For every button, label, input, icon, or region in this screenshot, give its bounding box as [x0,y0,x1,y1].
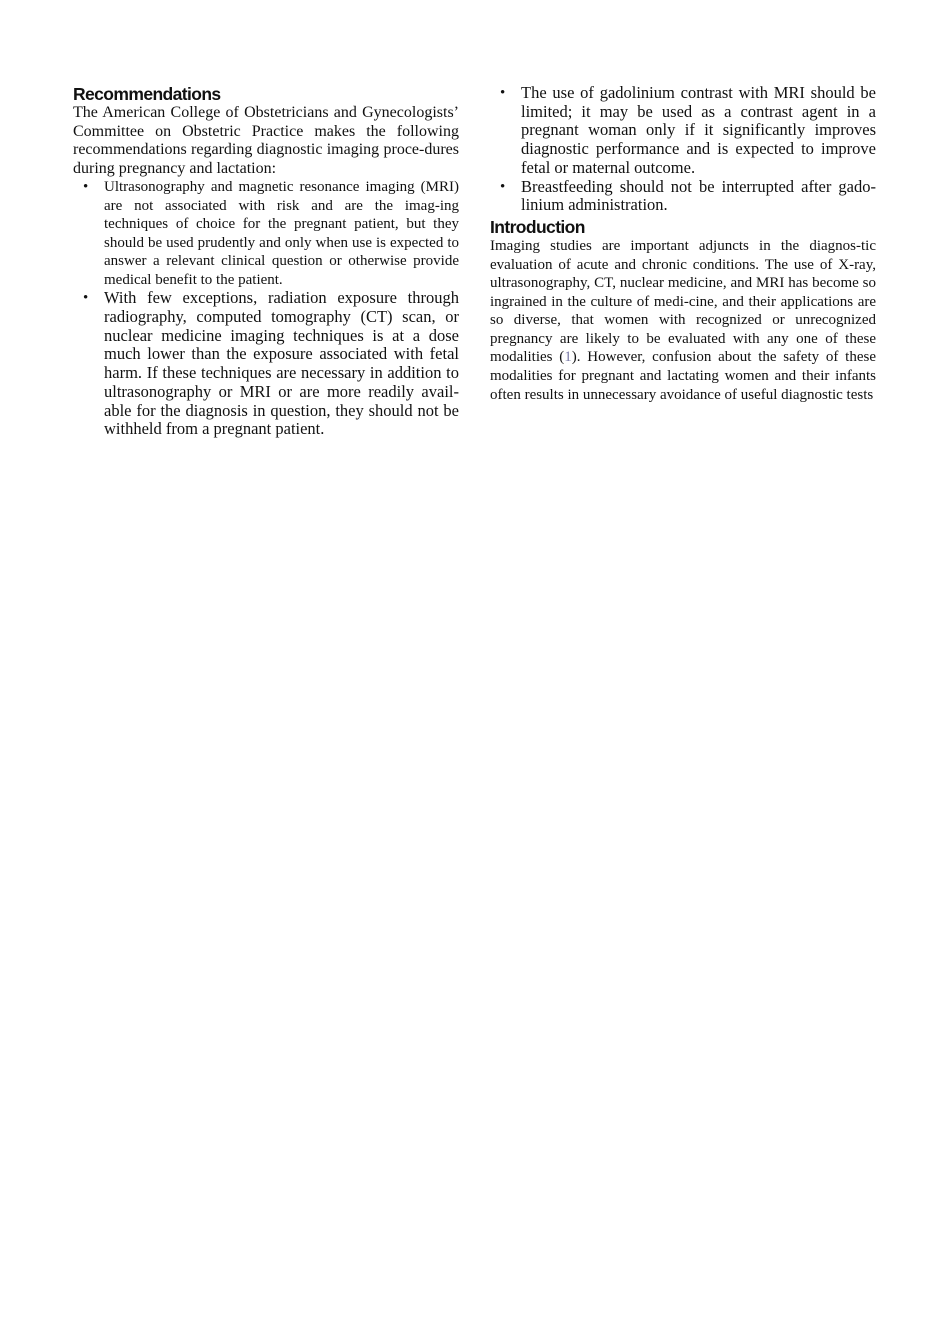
list-item-text: With few exceptions, radiation exposure through radiography, computed tomography (CT) scan, or nuclear medicine imaging techniques is at a dose much lower than the exposure associated with fetal harm. If these techniques are necessary in addition to ultrasonography or MRI or are more readily avail-able for the diagnosis in question, they should not be withheld from a pregnant patient. [104,288,459,439]
list-item-text: Breastfeeding should not be interrupted after gado-linium administration. [521,176,876,215]
left-column [73,84,459,439]
list-item [490,84,876,178]
list-item [73,289,459,439]
recommendations-heading: Recommendations [73,84,221,104]
list-item-text: The use of gadolinium contrast with MRI should be limited; it may be used as a contrast agent in a pregnant woman only if it significantly improves diagnostic performance and is expected to improve fetal or maternal outcome. [521,83,876,177]
recommendations-list-continued [490,84,876,215]
introduction-paragraph [490,237,876,404]
introduction-heading: Introduction [490,216,585,237]
bullet-icon: • [500,178,506,195]
recommendations-intro: The American College of Obstetricians and Gynecologists’ Committee on Obstetric Practice makes the following recommendations regarding diagnostic imaging proce-dures during pregnancy and lactation: [73,104,459,177]
recommendations-list [73,178,459,439]
bullet-icon: • [83,179,89,196]
bullet-icon: • [83,290,89,307]
bullet-icon: • [500,85,506,101]
introduction-text-part-1: Imaging studies are important adjuncts in the diagnos-tic evaluation of acute and chronic conditions. The use of X-ray, ultrasonography, CT, nuclear medicine, and MRI has become so ingrained in the culture of medi-cine, and their applications are so diverse, that women with recognized or unrecognized pregnancy are likely to be evaluated with any one of these modalities ( [490,237,876,366]
list-item-text: Ultrasonography and magnetic resonance imaging (MRI) are not associated with risk and are the imag-ing techniques of choice for the pregnant patient, but they should be used prudently and only when use is expected to answer a relevant clinical question or otherwise provide medical benefit to the patient. [104,179,459,288]
introduction-text-part-2: ). However, confusion about the safety of these modalities for pregnant and lactating women and their infants often results in unnecessary avoidance of useful diagnostic tests [490,349,876,403]
list-item [490,178,876,215]
list-item [73,178,459,289]
reference-link[interactable]: 1 [564,349,572,366]
right-column [490,84,876,404]
